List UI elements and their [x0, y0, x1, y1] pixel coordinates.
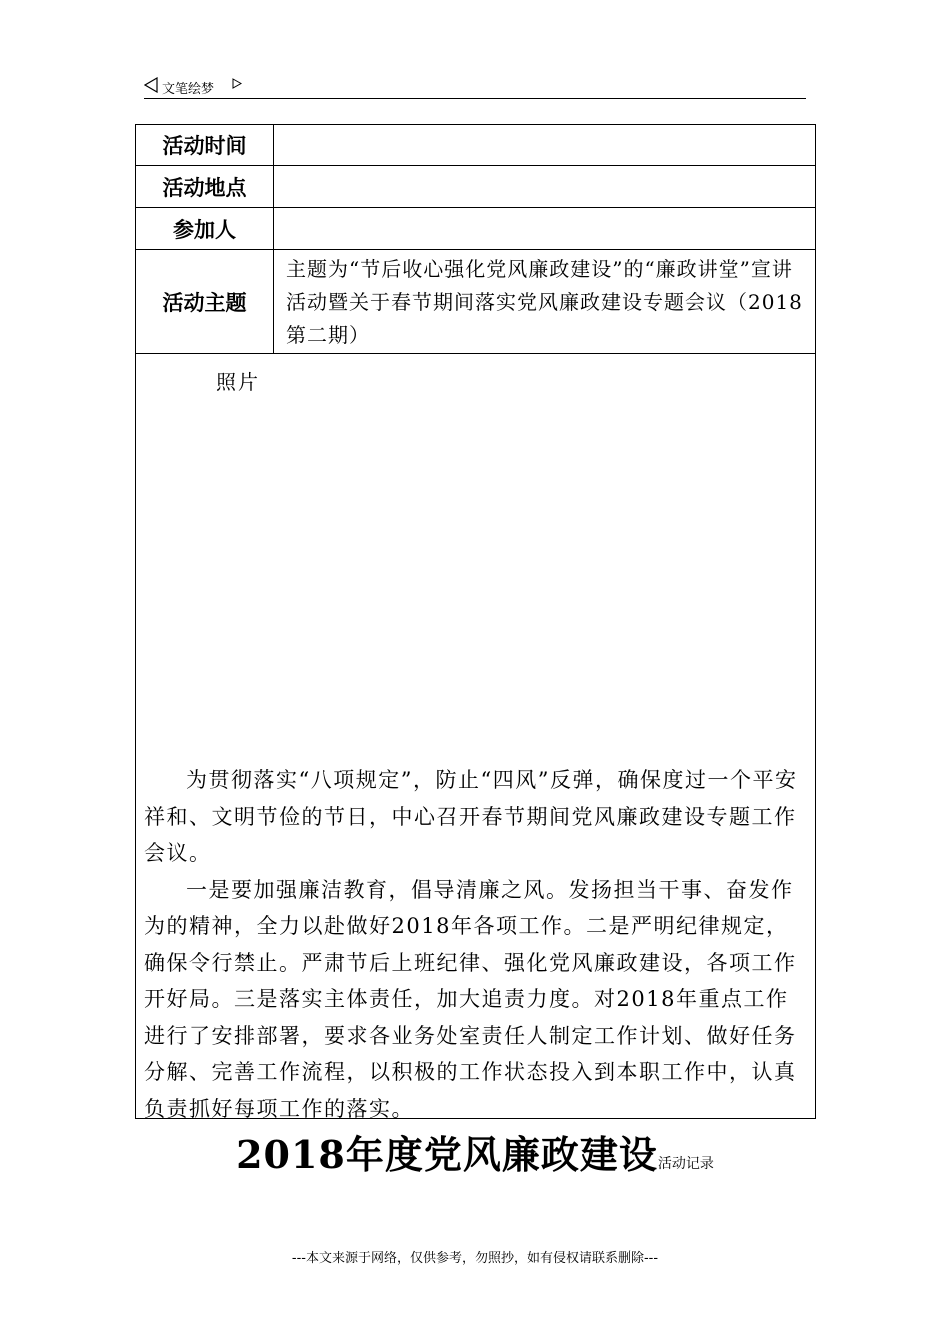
row-value-location: [274, 166, 816, 208]
header-divider: [144, 98, 806, 99]
photo-label: 照片: [216, 370, 260, 394]
record-paragraph: 为贯彻落实“八项规定”，防止“四风”反弹，确保度过一个平安祥和、文明节俭的节日，中心召开春节期间党风廉政建设专题工作会议。: [144, 768, 798, 865]
title-sub: 活动记录: [657, 1156, 714, 1172]
record-body: [144, 762, 805, 1127]
row-value-participants: [274, 208, 816, 250]
table-row: [136, 125, 816, 166]
table-row: [136, 166, 816, 208]
row-value-theme: 主题为“节后收心强化党风廉政建设”的“廉政讲堂”宣讲活动暨关于春节期间落实党风廉政建设专题会议（2018第二期）: [274, 250, 816, 354]
row-label-location: 活动地点: [136, 166, 274, 208]
row-value-time: [274, 125, 816, 166]
document-title: [0, 1124, 950, 1179]
table-row: [136, 354, 816, 1119]
title-main: 2018年度党风廉政建设: [236, 1132, 658, 1177]
table-row: [136, 208, 816, 250]
row-label-time: 活动时间: [136, 125, 274, 166]
triangle-left-icon: [144, 77, 158, 93]
row-label-theme: 活动主题: [136, 250, 274, 354]
activity-record-table: [135, 124, 816, 1119]
triangle-right-icon: [232, 78, 242, 89]
table-row: [136, 250, 816, 354]
row-label-participants: 参加人: [136, 208, 274, 250]
record-paragraph: 一是要加强廉洁教育，倡导清廉之风。发扬担当干事、奋发作为的精神，全力以赴做好2018年各项工作。二是严明纪律规定，确保令行禁止。严肃节后上班纪律、强化党风廉政建设，各项工作开好局。三是落实主体责任，加大追责力度。对2018年重点工作进行了安排部署，要求各业务处室责任人制定工作计划、做好任务分解、完善工作流程，以积极的工作状态投入到本职工作中，认真负责抓好每项工作的落实。: [144, 877, 797, 1121]
footer-note: ---本文来源于网络，仅供参考，勿照抄，如有侵权请联系删除---: [291, 1251, 659, 1266]
page-header: [144, 74, 806, 98]
photo-content-cell: [136, 354, 816, 1119]
header-brand: 文笔绘梦: [162, 82, 215, 97]
